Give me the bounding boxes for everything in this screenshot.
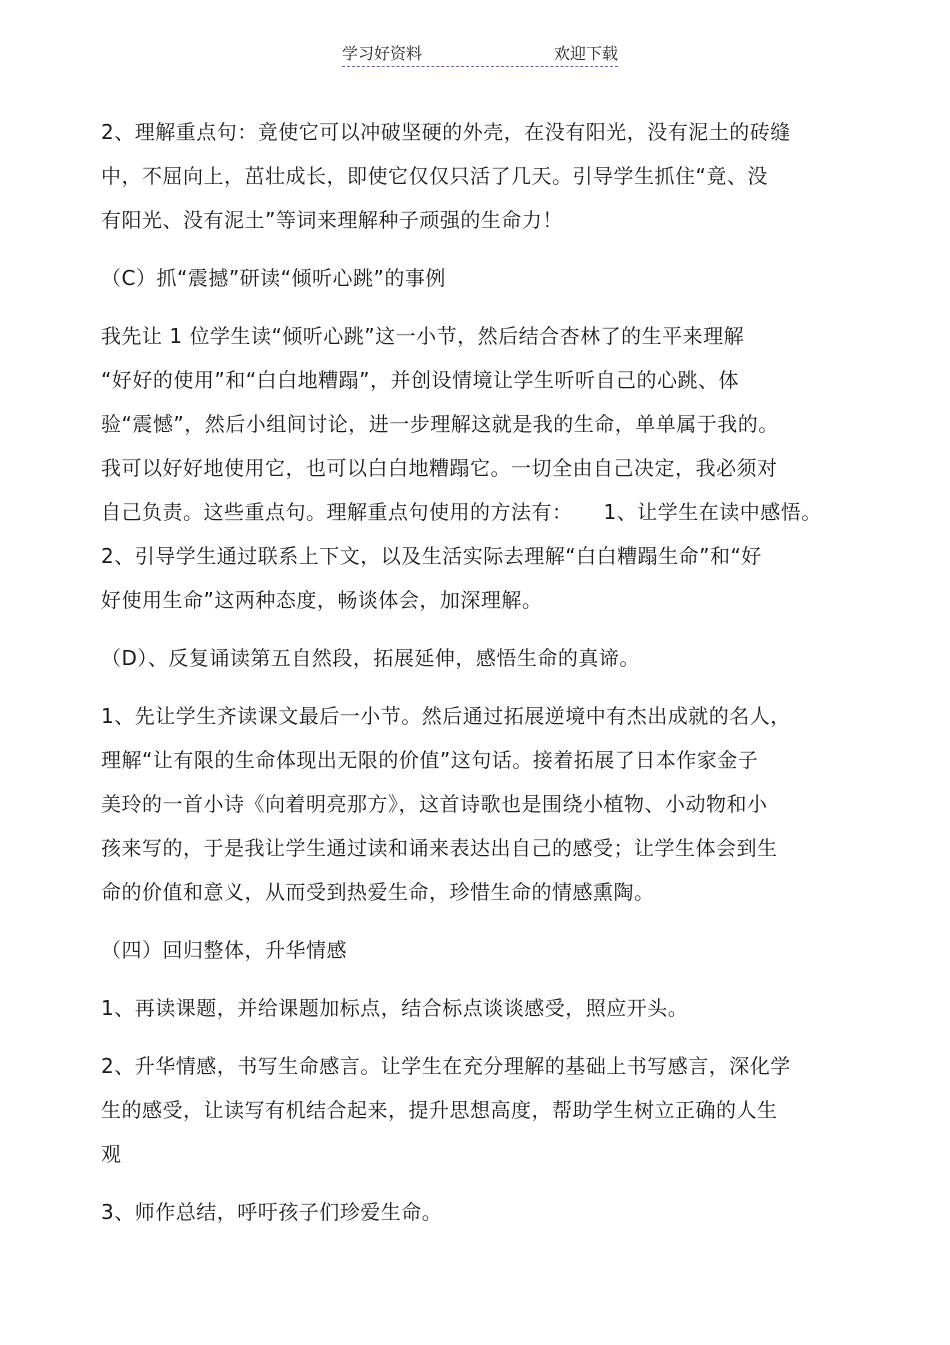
text-line: 孩来写的，于是我让学生通过读和诵来表达出自己的感受；让学生体会到生 [101,836,778,860]
text-line: 观 [101,1142,122,1166]
text-line: 验“震憾”，然后小组间讨论，进一步理解这就是我的生命，单单属于我的。 [101,412,779,436]
page-header [342,42,618,67]
text-line: 美玲的一首小诗《向着明亮那方》，这首诗歌也是围绕小植物、小动物和小 [101,792,768,816]
text-line: （四）回归整体，升华情感 [101,938,347,962]
text-line: 中，不屈向上，茁壮成长，即使它仅仅只活了几天。引导学生抓住“竟、没 [101,164,768,188]
text-line: 2、理解重点句：竟使它可以冲破坚硬的外壳，在没有阳光，没有泥土的砖缝 [101,120,791,144]
text-line: 理解“让有限的生命体现出无限的价值”这句话。接着拓展了日本作家金子 [101,748,759,772]
section-heading-d [101,636,841,680]
text-line: （D）、反复诵读第五自然段，拓展延伸，感悟生命的真谛。 [101,646,640,670]
text-line: “好好的使用”和“白白地糟蹋”，并创设情境让学生听听自己的心跳、体 [101,368,739,392]
paragraph-key-sentence-seed [101,110,841,242]
text-line: 我可以好好地使用它，也可以白白地糟蹋它。一切全由自己决定，我必须对 [101,456,778,480]
paragraph-summary [101,1190,841,1234]
paragraph-last-section [101,694,841,914]
paragraph-reread-title [101,986,841,1030]
text-line: 3、师作总结，呼吁孩子们珍爱生命。 [101,1200,443,1224]
text-line: 生的感受，让读写有机结合起来，提升思想高度，帮助学生树立正确的人生 [101,1098,778,1122]
document-body [101,110,841,1234]
text-line: 1、先让学生齐读课文最后一小节。然后通过拓展逆境中有杰出成就的名人， [101,704,791,728]
text-line: 自己负责。这些重点句。理解重点句使用的方法有： 1、让学生在读中感悟。 [101,500,822,524]
text-line: （C）抓“震撼”研读“倾听心跳”的事例 [101,266,446,290]
text-line: 我先让 1 位学生读“倾听心跳”这一小节，然后结合杏林了的生平来理解 [101,324,745,348]
text-line: 好使用生命”这两种态度，畅谈体会，加深理解。 [101,588,543,612]
header-right-text: 欢迎下载 [553,44,618,63]
text-line: 1、再读课题，并给课题加标点，结合标点谈谈感受，照应开头。 [101,996,689,1020]
text-line: 2、引导学生通过联系上下文，以及生活实际去理解“白白糟蹋生命”和“好 [101,544,762,568]
paragraph-heartbeat [101,314,841,622]
section-heading-four [101,928,841,972]
text-line: 有阳光、没有泥土”等词来理解种子顽强的生命力！ [101,208,563,232]
header-left-text: 学习好资料 [342,44,423,63]
section-heading-c [101,256,841,300]
text-line: 2、升华情感，书写生命感言。让学生在充分理解的基础上书写感言，深化学 [101,1054,791,1078]
text-line: 命的价值和意义，从而受到热爱生命，珍惜生命的情感熏陶。 [101,880,655,904]
paragraph-life-motto [101,1044,841,1176]
